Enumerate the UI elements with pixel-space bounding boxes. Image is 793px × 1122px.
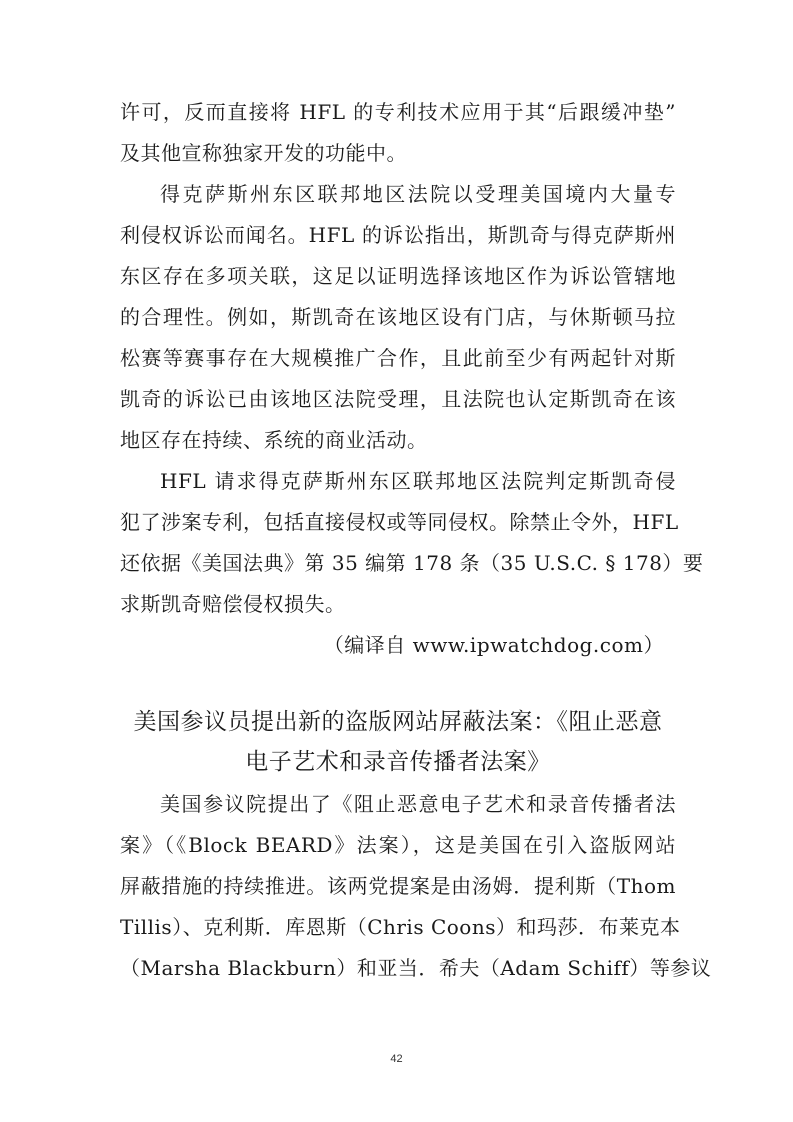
text-line: 地区存在持续、系统的商业活动。 <box>120 428 428 452</box>
title-line: 电子艺术和录音传播者法案》 <box>245 749 551 775</box>
text-line: 松赛等赛事存在大规模推广合作，且此前至少有两起针对斯 <box>120 346 676 370</box>
title-line: 美国参议员提出新的盗版网站屏蔽法案：《阻止恶意 <box>133 709 663 735</box>
article2-paragraph-1 <box>120 784 712 989</box>
text-line: 还依据《美国法典》第 35 编第 178 条（35 U.S.C. § 178）要 <box>120 551 704 575</box>
article1-paragraph-2 <box>120 174 676 461</box>
text-line: 案》（《Block BEARD》法案），这是美国在引入盗版网站 <box>120 833 676 857</box>
text-line: 利侵权诉讼而闻名。HFL 的诉讼指出，斯凯奇与得克萨斯州 <box>120 223 676 247</box>
article2-title <box>120 702 676 782</box>
text-line: 东区存在多项关联，这足以证明选择该地区作为诉讼管辖地 <box>120 264 676 288</box>
page-number: 42 <box>390 1053 403 1065</box>
text-line: 的合理性。例如，斯凯奇在该地区设有门店，与休斯顿马拉 <box>120 305 676 329</box>
text-line: （Marsha Blackburn）和亚当．希夫（Adam Schiff）等参议 <box>120 956 712 980</box>
article1-paragraph-1 <box>120 92 676 174</box>
text-line: 得克萨斯州东区联邦地区法院以受理美国境内大量专 <box>160 182 676 206</box>
text-line: Tillis）、克利斯．库恩斯（Chris Coons）和玛莎．布莱克本 <box>120 915 681 939</box>
text-line: 求斯凯奇赔偿侵权损失。 <box>120 592 346 616</box>
document-page <box>120 92 712 989</box>
text-line: 美国参议院提出了《阻止恶意电子艺术和录音传播者法 <box>160 792 676 816</box>
text-line: 及其他宣称独家开发的功能中。 <box>120 141 407 165</box>
text-line: 许可，反而直接将 HFL 的专利技术应用于其“后跟缓冲垫” <box>120 100 676 124</box>
text-line: 凯奇的诉讼已由该地区法院受理，且法院也认定斯凯奇在该 <box>120 387 676 411</box>
text-line: HFL 请求得克萨斯州东区联邦地区法院判定斯凯奇侵 <box>160 469 676 493</box>
text-line: 犯了涉案专利，包括直接侵权或等同侵权。除禁止令外，HFL <box>120 510 679 534</box>
text-line: 屏蔽措施的持续推进。该两党提案是由汤姆．提利斯（Thom <box>120 874 676 898</box>
article1-paragraph-3 <box>120 461 704 625</box>
source-attribution: （编译自 www.ipwatchdog.com） <box>323 633 664 657</box>
